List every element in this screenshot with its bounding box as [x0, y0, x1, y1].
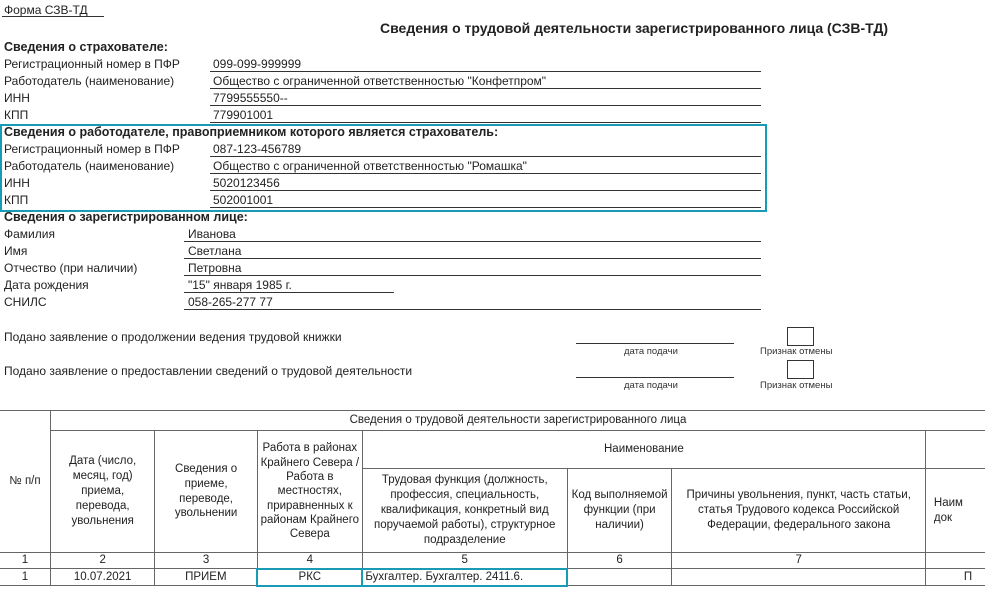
row-date-cell: 10.07.2021: [51, 569, 155, 586]
application-workbook-cancel-caption: Признак отмены: [760, 346, 833, 357]
person-birthdate-line: [184, 292, 394, 293]
predecessor-reg-line: [210, 156, 761, 157]
predecessor-inn-value: 5020123456: [213, 176, 280, 190]
index-cell: 4: [257, 553, 362, 569]
col-function-header: Трудовая функция (должность, профессия, специальность, квалификация, конкретный вид поручаемой работы), структурное подразделение: [362, 469, 567, 553]
index-cell: 6: [567, 553, 672, 569]
predecessor-kpp-value: 502001001: [213, 193, 274, 207]
col-extra-top-cell: [925, 431, 985, 469]
col-num-header: № п/п: [0, 411, 51, 553]
person-patronymic-label: Отчество (при наличии): [4, 261, 138, 275]
application-workbook-date-caption: дата подачи: [624, 346, 678, 357]
application-info-text: Подано заявление о предоставлении сведений о трудовой деятельности: [4, 364, 413, 378]
table-row: [0, 569, 985, 586]
predecessor-reg-value: 087-123-456789: [213, 142, 302, 156]
insurer-kpp-line: [210, 122, 761, 123]
application-workbook-cancel-checkbox[interactable]: [787, 327, 814, 346]
application-info-cancel-checkbox[interactable]: [787, 360, 814, 379]
predecessor-kpp-line: [210, 207, 761, 208]
person-heading: Сведения о зарегистрированном лице:: [4, 210, 248, 224]
predecessor-kpp-label: КПП: [4, 193, 29, 207]
person-snils-label: СНИЛС: [4, 295, 47, 309]
person-patronymic-value: Петровна: [188, 261, 242, 275]
person-name-value: Светлана: [188, 244, 242, 258]
insurer-name-value: Общество с ограниченной ответственностью "Конфетпром": [213, 74, 547, 88]
row-code-cell: [567, 569, 672, 586]
index-cell: 2: [51, 553, 155, 569]
predecessor-name-value: Общество с ограниченной ответственностью "Ромашка": [213, 159, 527, 173]
application-info-cancel-caption: Признак отмены: [760, 380, 833, 391]
index-cell: [925, 553, 985, 569]
insurer-reg-line: [210, 71, 761, 72]
row-reason-cell: [672, 569, 925, 586]
col-north-header: Работа в районах Крайнего Севера / Работа в местностях, приравненных к районам Крайнего Севера: [257, 431, 362, 553]
person-snils-value: 058-265-277 77: [188, 295, 273, 309]
col-naming-header: Наименование: [362, 431, 925, 469]
insurer-kpp-value: 779901001: [213, 108, 274, 122]
insurer-inn-value: 7799555550--: [213, 91, 288, 105]
labor-activity-table: [0, 410, 985, 587]
insurer-name-label: Работодатель (наименование): [4, 74, 175, 88]
application-workbook-date-line: [576, 343, 734, 344]
person-patronymic-line: [184, 275, 761, 276]
predecessor-inn-label: ИНН: [4, 176, 30, 190]
table-group-header: Сведения о трудовой деятельности зарегистрированного лица: [51, 411, 985, 431]
insurer-reg-value: 099-099-999999: [213, 57, 302, 71]
person-snils-line: [184, 309, 761, 310]
insurer-kpp-label: КПП: [4, 108, 29, 122]
person-birthdate-value: "15" января 1985 г.: [188, 278, 292, 292]
row-doc-cell: П: [925, 569, 985, 586]
row-num-cell: 1: [0, 569, 51, 586]
insurer-reg-label: Регистрационный номер в ПФР: [4, 57, 180, 71]
person-surname-label: Фамилия: [4, 227, 55, 241]
predecessor-name-line: [210, 173, 761, 174]
form-name-underline: [2, 16, 104, 17]
index-cell: 3: [155, 553, 257, 569]
person-name-line: [184, 258, 761, 259]
col-doc-header: Наим док: [925, 469, 985, 553]
application-info-date-caption: дата подачи: [624, 380, 678, 391]
index-cell: 1: [0, 553, 51, 569]
index-cell: 7: [672, 553, 925, 569]
row-event-cell: ПРИЕМ: [155, 569, 257, 586]
person-surname-value: Иванова: [188, 227, 236, 241]
insurer-name-line: [210, 88, 761, 89]
person-surname-line: [184, 241, 761, 242]
row-north-cell: РКС: [257, 569, 362, 586]
predecessor-inn-line: [210, 190, 761, 191]
form-name: Форма СЗВ-ТД: [4, 3, 88, 17]
insurer-inn-label: ИНН: [4, 91, 30, 105]
predecessor-heading: Сведения о работодателе, правоприемником которого является страхователь:: [4, 125, 499, 139]
person-birthdate-label: Дата рождения: [4, 278, 89, 292]
col-event-header: Сведения о приеме, переводе, увольнении: [155, 431, 257, 553]
predecessor-name-label: Работодатель (наименование): [4, 159, 175, 173]
application-info-date-line: [576, 377, 734, 378]
application-workbook-text: Подано заявление о продолжении ведения трудовой книжки: [4, 330, 342, 344]
insurer-heading: Сведения о страхователе:: [4, 40, 168, 54]
person-name-label: Имя: [4, 244, 28, 258]
col-code-header: Код выполняемой функции (при наличии): [567, 469, 672, 553]
insurer-inn-line: [210, 105, 761, 106]
index-cell: 5: [362, 553, 567, 569]
predecessor-reg-label: Регистрационный номер в ПФР: [4, 142, 180, 156]
page-title: Сведения о трудовой деятельности зарегистрированного лица (СЗВ-ТД): [380, 20, 888, 36]
row-function-cell: Бухгалтер. Бухгалтер. 2411.6.: [362, 569, 567, 586]
col-date-header: Дата (число, месяц, год) приема, перевода, увольнения: [51, 431, 155, 553]
col-reason-header: Причины увольнения, пункт, часть статьи, статья Трудового кодекса Российской Федерации, федерального закона: [672, 469, 925, 553]
